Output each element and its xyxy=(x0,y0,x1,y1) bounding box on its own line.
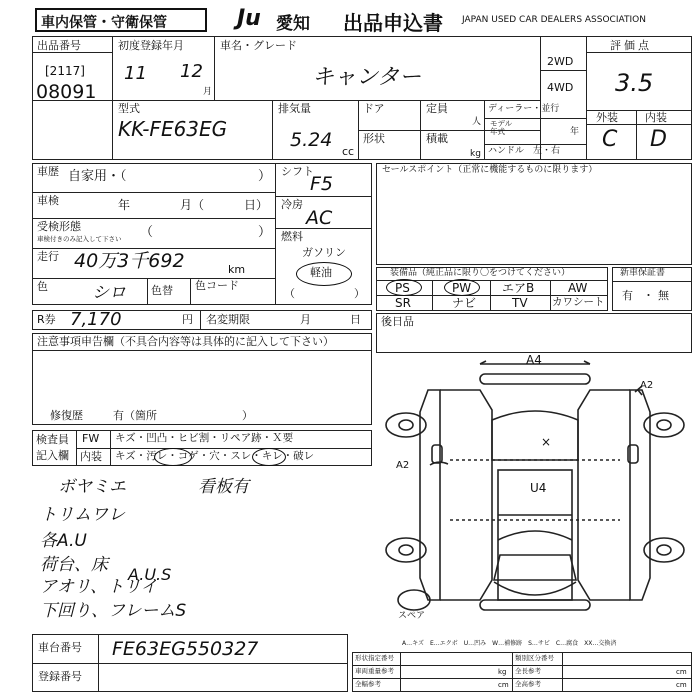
handle-label: ハンドル 左・右 xyxy=(488,146,561,156)
lot-sub-number: [2117] xyxy=(45,64,85,78)
receipt-label: 受検形態 xyxy=(37,220,81,233)
drive-4wd: 4WD xyxy=(547,81,574,94)
inspection-year: 年 xyxy=(118,198,131,212)
displacement-label: 排気量 xyxy=(278,102,311,115)
car-name-label: 車名・グレード xyxy=(220,39,297,52)
interior-value: D xyxy=(650,127,667,152)
receipt-open: （ xyxy=(140,225,154,240)
fuel-paren-close: ） xyxy=(354,287,365,300)
exterior-label: 外装 xyxy=(596,111,618,124)
first-reg-month-unit: 月 xyxy=(203,87,213,97)
repair-close: ） xyxy=(242,409,253,422)
ac-label: 冷房 xyxy=(281,198,303,211)
dirt-circle xyxy=(154,448,192,466)
model-year-label: モデル 年式 xyxy=(490,119,513,137)
rear-day-box xyxy=(376,313,692,353)
spec-r2-unit2: cm xyxy=(676,668,687,676)
sales-point-label: セールスポイント（正常に機能するものに限ります） xyxy=(382,165,598,175)
fuel-gasoline: ガソリン xyxy=(302,246,346,259)
equip-ps: PS xyxy=(395,281,410,295)
spec-r2c1: 車両重量参考 xyxy=(355,667,394,675)
equip-seat: カワシート xyxy=(552,296,605,308)
interior-label: 内装 xyxy=(645,111,667,124)
drive-2wd: 2WD xyxy=(547,55,574,68)
hw-note-2: 看板有 xyxy=(198,477,249,497)
recycle-label: R券 xyxy=(37,313,56,326)
warranty-no: 無 xyxy=(658,289,669,302)
warranty-label: 新車保証書 xyxy=(620,268,666,278)
chassis-value: FE63EG550327 xyxy=(112,638,259,660)
recycle-unit: 円 xyxy=(182,313,193,326)
color-value: シロ xyxy=(92,283,126,303)
equipment-label: 装備品（純正品に限り〇をつけてください） xyxy=(390,268,571,278)
history-close: ） xyxy=(258,169,272,184)
displacement-value: 5.24 xyxy=(290,129,333,151)
hw-note-8: 下回り、フレームS xyxy=(40,601,187,621)
spec-r3c3: 全高参考 xyxy=(515,680,541,688)
hw-note-1: ボヤミエ xyxy=(58,477,126,497)
load-label: 積載 xyxy=(426,132,448,145)
capacity-label: 定員 xyxy=(426,102,448,115)
diagram-right-mark: A2 xyxy=(640,380,654,391)
grade-value: 3.5 xyxy=(615,69,654,97)
inspector-row2: キズ・汚レ・コゲ・穴・スレ・キレ・破レ xyxy=(115,450,315,462)
grade-label: 評価点 xyxy=(610,39,652,52)
repair-value: 有（箇所 xyxy=(113,409,157,422)
hw-note-4: 各A.U xyxy=(40,531,87,551)
receipt-note: 車検付きのみ記入して下さい xyxy=(37,235,122,243)
door-label: ドア xyxy=(363,102,385,115)
diagram-top-mark: A4 xyxy=(526,353,542,367)
notes-label: 注意事項申告欄（不具合内容等は具体的に記入して下さい） xyxy=(37,335,334,348)
top-info-grid xyxy=(32,36,692,160)
sales-point-box xyxy=(376,163,692,265)
repair-label: 修復歴 xyxy=(50,409,83,422)
spec-r3-unit2: cm xyxy=(676,681,687,689)
spare-label: スペア xyxy=(398,611,426,621)
capacity-unit: 人 xyxy=(472,117,482,127)
chassis-label: 車台番号 xyxy=(38,641,82,654)
name-change-day: 日 xyxy=(350,313,361,326)
equip-aw: AW xyxy=(568,281,588,295)
form-title: 出品申込書 xyxy=(343,11,443,35)
name-change-label: 名変期限 xyxy=(206,313,250,326)
exterior-value: C xyxy=(602,127,618,152)
hw-note-3: トリムワレ xyxy=(40,505,125,525)
model-value: KK-FE63EG xyxy=(118,117,228,141)
diagram-center-mark: U4 xyxy=(530,481,547,495)
fuel-diesel: 軽油 xyxy=(310,266,332,279)
dealer-label: ディーラー・並行 xyxy=(488,104,560,114)
warranty-yes: 有 xyxy=(622,289,633,302)
rear-day-label: 後日品 xyxy=(381,315,414,328)
spec-r2c3: 全長参考 xyxy=(515,667,541,675)
name-change-month: 月 xyxy=(300,313,311,326)
inspector-label-1: 検査員 xyxy=(36,433,69,446)
hw-note-5: 荷台、床 xyxy=(40,555,108,575)
inspection-label: 車検 xyxy=(37,194,59,207)
first-reg-label: 初度登録年月 xyxy=(118,39,184,52)
shape-label: 形状 xyxy=(363,132,385,145)
diagram-roof-mark: × xyxy=(541,435,552,449)
color-label: 色 xyxy=(37,280,48,293)
model-label: 型式 xyxy=(118,102,140,115)
lot-number: 08091 xyxy=(36,81,97,103)
equip-navi: ナビ xyxy=(452,296,477,310)
inspector-label-2: 記入欄 xyxy=(36,449,69,462)
spec-r2-unit: kg xyxy=(498,668,507,676)
first-reg-year: 11 xyxy=(124,63,147,84)
spec-r3c1: 全幅参考 xyxy=(355,680,381,688)
storage-label: 車内保管・守衛保管 xyxy=(35,8,207,32)
load-unit: kg xyxy=(470,149,481,159)
color-change-label: 色替 xyxy=(151,284,173,297)
mileage-unit: km xyxy=(228,263,246,276)
color-code-label: 色コード xyxy=(195,279,239,292)
org-name: 愛知 xyxy=(276,14,310,34)
spec-r1c3: 類別区分番号 xyxy=(515,654,554,662)
recycle-value: 7,170 xyxy=(70,309,122,330)
inspector-row1: キズ・凹凸・ヒビ割・リペア跡・Ｘ要 xyxy=(115,432,294,444)
equip-tv: TV xyxy=(512,296,528,310)
history-label: 車歴 xyxy=(37,165,59,178)
year-unit: 年 xyxy=(570,127,580,137)
hw-note-6: A.U.S xyxy=(128,565,172,584)
fuel-label: 燃料 xyxy=(281,230,303,243)
inspector-fw: FW xyxy=(82,432,100,445)
receipt-close: ） xyxy=(258,225,272,240)
ac-value: AC xyxy=(306,207,333,229)
diagram-left-mark: A2 xyxy=(396,460,410,471)
first-reg-month: 12 xyxy=(180,61,203,82)
damage-legend: A…キズ E…エクボ U…凹み W…補修跡 S…サビ C…腐食 XX…交換済 xyxy=(402,640,617,647)
spec-r1c1: 形状指定番号 xyxy=(355,654,394,662)
registration-label: 登録番号 xyxy=(38,670,82,683)
equip-airbag: エアB xyxy=(502,281,535,295)
scuff-circle xyxy=(252,448,286,466)
inspection-day: 日） xyxy=(244,198,269,212)
spec-r3-unit: cm xyxy=(498,681,509,689)
shift-value: F5 xyxy=(310,173,334,195)
shift-label: シフト xyxy=(281,165,314,178)
mileage-value: 40万3千692 xyxy=(74,250,185,272)
hw-note-7: アオリ、トリイ xyxy=(40,577,158,597)
association-name: JAPAN USED CAR DEALERS ASSOCIATION xyxy=(462,15,646,25)
equip-sr: SR xyxy=(395,296,411,310)
inspection-month: 月（ xyxy=(180,198,205,212)
warranty-sep: ・ xyxy=(643,289,654,302)
ju-logo: Ju xyxy=(237,6,261,31)
lot-label: 出品番号 xyxy=(37,39,81,52)
car-name-value: キャンター xyxy=(312,65,422,90)
displacement-unit: cc xyxy=(342,145,355,158)
fuel-paren-open: （ xyxy=(284,287,295,300)
inspector-inner: 内装 xyxy=(80,450,102,463)
mileage-label: 走行 xyxy=(37,250,59,263)
equip-pw: PW xyxy=(452,281,472,295)
history-value: 自家用・（ xyxy=(68,169,127,184)
